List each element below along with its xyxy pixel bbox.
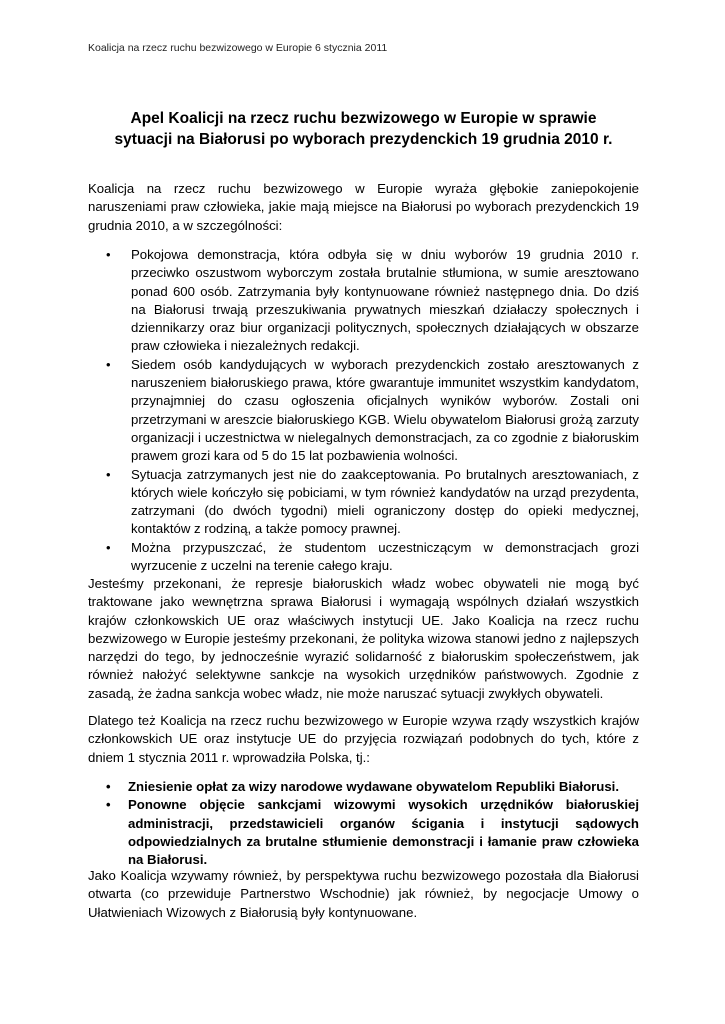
list-item-text: Ponowne objęcie sankcjami wizowymi wysokich urzędników białoruskiej administracji, przedstawicieli organów ścigania i instytucji sądowych odpowiedzialnych za brutalne stłumienie demonstracji i łamanie praw człowieka na Białorusi.: [128, 797, 639, 868]
bullet-icon: •: [106, 779, 111, 794]
paragraph-3: Dlatego też Koalicja na rzecz ruchu bezwizowego w Europie wzywa rządy wszystkich krajów członkowskich UE oraz instytucje UE do przyjęcia rozwiązań podobnych do tych, które z dniem 1 stycznia 2011 r. wprowadziła Polska, tj.:: [88, 713, 639, 765]
list-item: [88, 246, 639, 356]
list-item: [88, 796, 639, 869]
bullet-icon: •: [106, 466, 111, 482]
list-item: [88, 356, 639, 466]
title-line-2: sytuacji na Białorusi po wyborach prezydenckich 19 grudnia 2010 r.: [114, 131, 613, 148]
list-item-text: Można przypuszczać, że studentom uczestniczącym w demonstracjach grozi wyrzucenie z uczelni na terenie całego kraju.: [131, 539, 639, 574]
page-header: Koalicja na rzecz ruchu bezwizowego w Europie 6 stycznia 2011: [88, 42, 388, 54]
intro-paragraph: Koalicja na rzecz ruchu bezwizowego w Europie wyraża głębokie zaniepokojenie naruszeniami praw człowieka, jakie mają miejsce na Białorusi po wyborach prezydenckich 19 grudnia 2010, a w szczególności:: [88, 181, 639, 233]
title-line-1: Apel Koalicji na rzecz ruchu bezwizowego w Europie w sprawie: [130, 110, 597, 127]
list-item: [88, 778, 639, 796]
list-item-text: Zniesienie opłat za wizy narodowe wydawane obywatelom Republiki Białorusi.: [128, 779, 619, 794]
paragraph-4: Jako Koalicja wzywamy również, by perspektywa ruchu bezwizowego pozostała dla Białorusi otwarta (co przewiduje Partnerstwo Wschodnie) jak również, by negocjacje Umowy o Ułatwieniach Wizowych z Białorusią były kontynuowane.: [88, 868, 639, 920]
list-item-text: Sytuacja zatrzymanych jest nie do zaakceptowania. Po brutalnych aresztowaniach, z których wiele kończyło się pobiciami, w tym również kandydatów na urząd prezydenta, zatrzymani (do dwóch tygodni) mieli ograniczony dostęp do opieki medycznej, kontaktów z rodziną, a także pomocy prawnej.: [131, 466, 639, 537]
document-title: [88, 108, 639, 150]
list-item-text: Siedem osób kandydujących w wyborach prezydenckich zostało aresztowanych z naruszeniem białoruskiego prawa, które gwarantuje immunitet wszystkim kandydatom, przynajmniej do czasu ogłoszenia oficjalnych wyników wyborów. Zostali oni przetrzymani w areszcie białoruskiego KGB. Wielu obywatelom Białorusi grożą zarzuty organizacji i uczestnictwa w nielegalnych demonstracjach, za co zgodnie z białoruskim prawem grozi kara od 5 do 15 lat pozbawienia wolności.: [131, 356, 639, 464]
violations-list: [88, 246, 639, 575]
bullet-icon: •: [106, 247, 111, 262]
list-item: [88, 539, 639, 576]
bullet-icon: •: [106, 539, 111, 555]
bullet-icon: •: [106, 356, 111, 372]
paragraph-2: Jesteśmy przekonani, że represje białoruskich władz wobec obywateli nie mogą być traktowane jako wewnętrzna sprawa Białorusi i wymagają wspólnych działań wszystkich krajów członkowskich UE oraz właściwych instytucji UE. Jako Koalicja na rzecz ruchu bezwizowego w Europie jesteśmy przekonani, że polityka wizowa stanowi jedno z najlepszych narzędzi do tego, by jednocześnie wyrazić solidarność z białoruskim społeczeństwem, jak również nałożyć selektywne sankcje na wysokich urzędników państwowych. Zgodnie z zasadą, że żadna sankcja wobec władz, nie może naruszać sytuacji zwykłych obywateli.: [88, 576, 639, 701]
list-item: [88, 466, 639, 539]
demands-list: [88, 778, 639, 869]
list-item-text: Pokojowa demonstracja, która odbyła się w dniu wyborów 19 grudnia 2010 r. przeciwko oszustwom wyborczym została brutalnie stłumiona, w sumie aresztowano ponad 600 osób. Zatrzymania były kontynuowane również następnego dnia. Do dziś na Białorusi trwają przeszukiwania prywatnych mieszkań działaczy społecznych i dziennikarzy oraz biur organizacji politycznych, społecznych działających w obszarze praw człowieka i niezależnych redakcji.: [131, 247, 639, 354]
bullet-icon: •: [106, 797, 111, 813]
